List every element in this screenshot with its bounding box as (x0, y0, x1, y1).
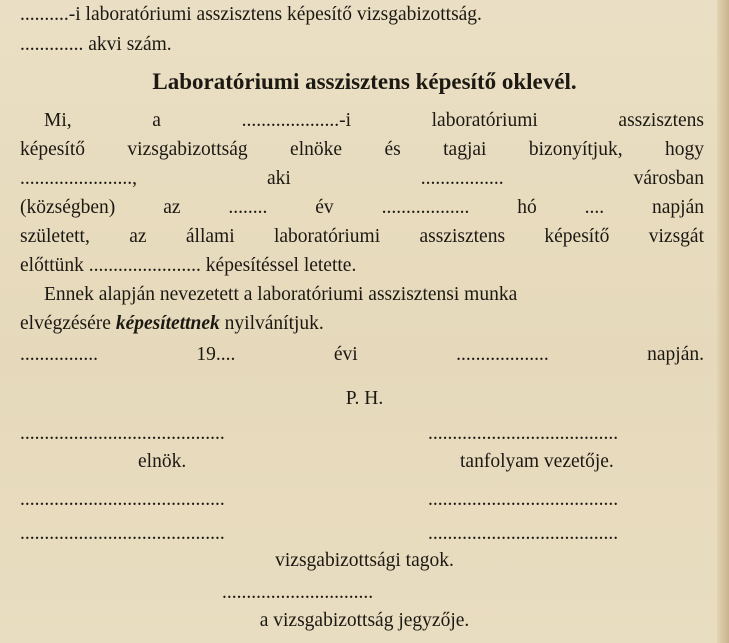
seal-placeholder: P. H. (345, 388, 384, 409)
course-leader-signature-dots: ....................................... (428, 423, 619, 444)
header-file-number-line: ............. akvi szám. (20, 34, 172, 55)
member-signature-dots-2: ....................................... (428, 489, 619, 510)
date-line: ................ 19.... évi ................... napján. (20, 344, 704, 365)
body-line-6: előttünk ....................... képesítéssel letette. (20, 255, 357, 276)
body-line-2: képesítő vizsgabizottság elnöke és tagjai bizonyítjuk, hogy (20, 139, 704, 160)
body-line-8: elvégzésére képesítettnek nyilvánítjuk. (20, 313, 324, 334)
recorder-signature-dots: ............................... (222, 582, 374, 603)
committee-members-label: vizsgabizottsági tagok. (275, 550, 454, 571)
body-line-3: ......................., aki ................. városban (20, 168, 704, 189)
document-title: Laboratóriumi asszisztens képesítő oklevél. (152, 69, 577, 94)
chairman-signature-dots: .......................................... (20, 423, 225, 444)
member-signature-dots-1: .......................................... (20, 489, 225, 510)
member-signature-dots-3: .......................................... (20, 523, 225, 544)
body-line-1: Mi, a ....................-i laboratóriumi asszisztens (44, 110, 704, 131)
chairman-label: elnök. (138, 451, 187, 472)
body-line-4: (községben) az ........ év .................. hó .... napján (20, 197, 704, 218)
header-committee-line: ..........-i laboratóriumi asszisztens képesítő vizsgabizottság. (20, 4, 482, 25)
body-line-7: Ennek alapján nevezetett a laboratóriumi asszisztensi munka (44, 284, 518, 305)
page-edge (717, 0, 729, 643)
recorder-label: a vizsgabizottság jegyzője. (259, 610, 470, 631)
member-signature-dots-4: ....................................... (428, 523, 619, 544)
body-line-5: született, az állami laboratóriumi asszisztens képesítő vizsgát (20, 226, 704, 247)
course-leader-label: tanfolyam vezetője. (460, 451, 614, 472)
